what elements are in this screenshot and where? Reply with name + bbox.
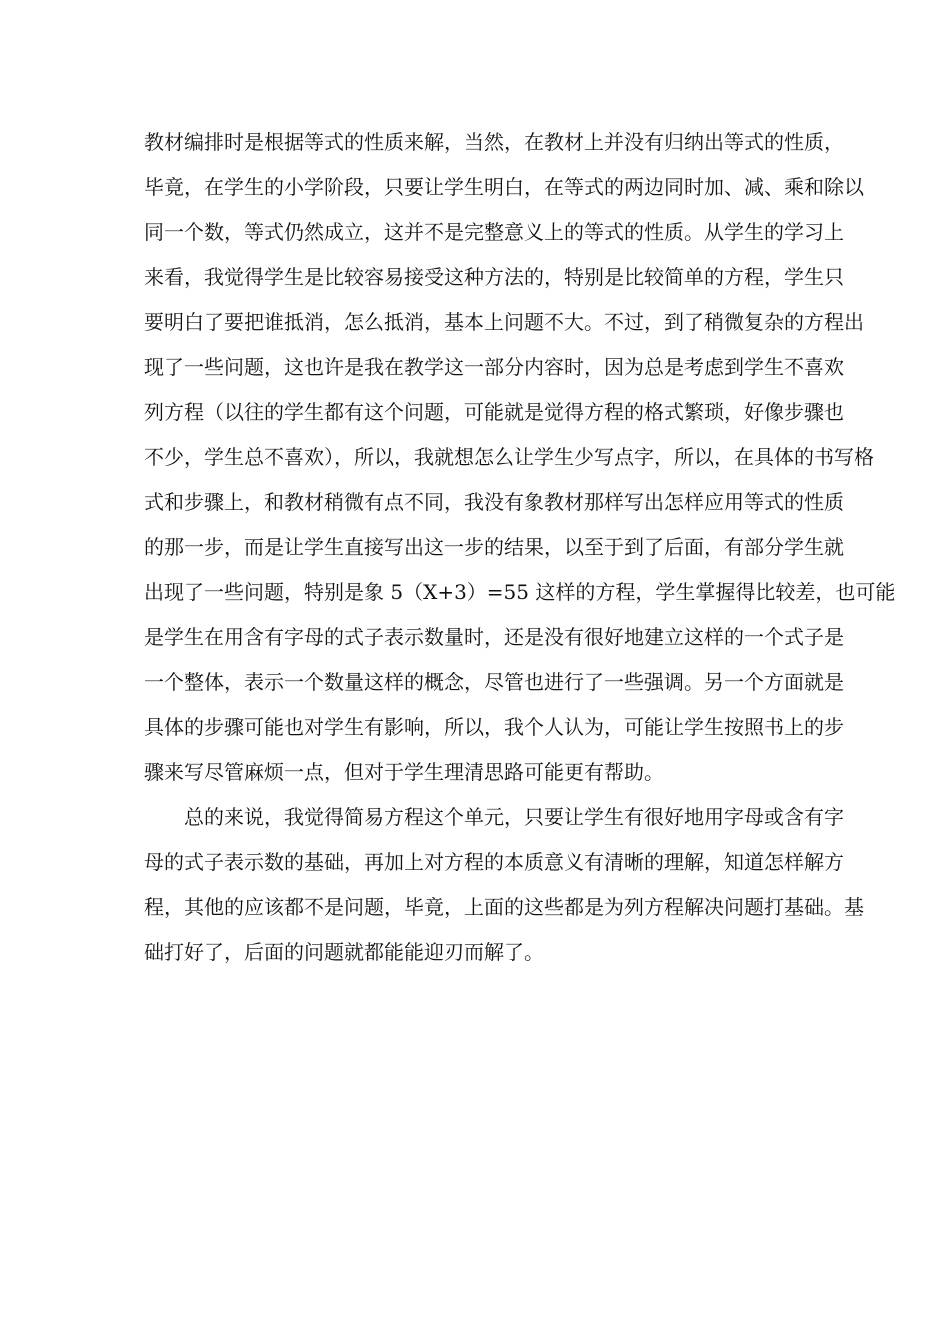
- paragraph-line: 现了一些问题，这也许是我在教学这一部分内容时，因为总是考虑到学生不喜欢: [144, 355, 844, 379]
- paragraph-line: 母的式子表示数的基础，再加上对方程的本质意义有清晰的理解，知道怎样解方: [144, 850, 844, 874]
- paragraph-line: 程，其他的应该都不是问题，毕竟，上面的这些都是为列方程解决问题打基础。基: [144, 895, 864, 919]
- paragraph-line: 毕竟，在学生的小学阶段，只要让学生明白，在等式的两边同时加、减、乘和除以: [144, 175, 864, 199]
- paragraph-line: 一个整体，表示一个数量这样的概念，尽管也进行了一些强调。另一个方面就是: [144, 670, 844, 694]
- paragraph-line: 出现了一些问题，特别是象 5（X+3）=55 这样的方程，学生掌握得比较差，也可能: [144, 580, 896, 604]
- paragraph-line: 础打好了，后面的问题就都能能迎刃而解了。: [144, 940, 544, 964]
- paragraph-line: 总的来说，我觉得简易方程这个单元，只要让学生有很好地用字母或含有字: [184, 805, 844, 829]
- document-body: [144, 120, 896, 975]
- paragraph-line: 具体的步骤可能也对学生有影响，所以，我个人认为，可能让学生按照书上的步: [144, 715, 844, 739]
- paragraph-line: 不少，学生总不喜欢），所以，我就想怎么让学生少写点字，所以，在具体的书写格: [144, 445, 874, 469]
- paragraph-line: 列方程（以往的学生都有这个问题，可能就是觉得方程的格式繁琐，好像步骤也: [144, 400, 844, 424]
- paragraph-line: 是学生在用含有字母的式子表示数量时，还是没有很好地建立这样的一个式子是: [144, 625, 844, 649]
- paragraph-1: [144, 120, 896, 795]
- paragraph-2: [144, 795, 864, 975]
- paragraph-line: 要明白了要把谁抵消，怎么抵消，基本上问题不大。不过，到了稍微复杂的方程出: [144, 310, 864, 334]
- paragraph-line: 来看，我觉得学生是比较容易接受这种方法的，特别是比较简单的方程，学生只: [144, 265, 844, 289]
- paragraph-line: 教材编排时是根据等式的性质来解，当然，在教材上并没有归纳出等式的性质，: [144, 130, 844, 154]
- paragraph-line: 的那一步，而是让学生直接写出这一步的结果，以至于到了后面，有部分学生就: [144, 535, 844, 559]
- paragraph-line: 式和步骤上，和教材稍微有点不同，我没有象教材那样写出怎样应用等式的性质: [144, 490, 844, 514]
- paragraph-line: 同一个数，等式仍然成立，这并不是完整意义上的等式的性质。从学生的学习上: [144, 220, 844, 244]
- paragraph-line: 骤来写尽管麻烦一点，但对于学生理清思路可能更有帮助。: [144, 760, 664, 784]
